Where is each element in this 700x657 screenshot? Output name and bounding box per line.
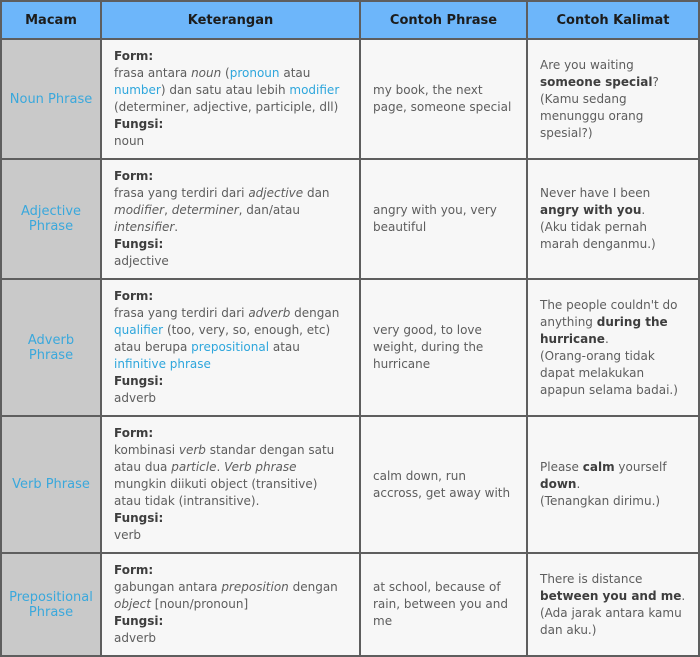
text-segment: Fungsi: [114, 117, 164, 131]
text-segment: frasa yang terdiri dari [114, 186, 249, 200]
text-segment: gabungan antara [114, 580, 222, 594]
text-segment: ? [652, 74, 659, 89]
text-segment: . [641, 203, 646, 217]
text-segment: , [164, 203, 172, 217]
column-header-keterangan: Keterangan [101, 1, 360, 39]
text-segment: , dan/atau [238, 203, 300, 217]
text-segment: Form: [114, 426, 154, 440]
text-segment: (Orang-orang tidak dapat melakukan apapun selama badai.) [540, 348, 678, 397]
text-segment: (Kamu sedang menunggu orang spesial?) [540, 91, 644, 140]
cell-example-sentence [527, 279, 699, 416]
phrase-type-link[interactable]: Prepositional Phrase [9, 589, 93, 620]
cell-example-sentence [527, 39, 699, 159]
cell-phrase-type [1, 279, 101, 416]
text-segment: . [174, 220, 179, 234]
text-segment: noun [191, 66, 222, 80]
text-segment: Fungsi: [114, 511, 164, 525]
inline-link[interactable]: pronoun [229, 66, 280, 80]
phrase-type-link[interactable]: Adverb Phrase [27, 332, 75, 363]
text-segment: ( [221, 66, 230, 80]
text-segment: adjective [114, 254, 169, 268]
column-header-contoh-phrase: Contoh Phrase [360, 1, 527, 39]
cell-phrase-type [1, 553, 101, 656]
text-segment: (determiner, adjective, participle, dll) [114, 100, 339, 114]
phrase-type-link[interactable]: Noun Phrase [9, 91, 93, 107]
table-row [1, 39, 699, 159]
text-segment: standar dengan satu atau dua [114, 443, 335, 474]
text-segment: There is distance [540, 571, 643, 586]
cell-description [101, 553, 360, 656]
table-row [1, 553, 699, 656]
text-segment: . [604, 331, 609, 346]
text-segment: Form: [114, 289, 154, 303]
cell-example-sentence [527, 416, 699, 553]
text-segment: adjective [248, 186, 304, 200]
text-segment: verb [114, 528, 142, 542]
phrase-type-link[interactable]: Verb Phrase [12, 477, 90, 492]
inline-link[interactable]: qualifier [114, 323, 164, 337]
inline-link[interactable]: modifier [289, 83, 340, 97]
text-segment: during the hurricane [540, 314, 668, 346]
text-segment: atau [279, 66, 311, 80]
header-row [1, 1, 699, 39]
text-segment: ) dan satu atau lebih [160, 83, 290, 97]
text-segment: intensifier [114, 220, 175, 234]
text-segment: object [114, 597, 151, 611]
text-segment: adverb [114, 631, 157, 645]
cell-description [101, 39, 360, 159]
text-segment: particle [171, 460, 217, 474]
text-segment: yourself [614, 460, 667, 474]
text-segment: down [540, 477, 577, 491]
text-segment: determiner [171, 203, 239, 217]
text-segment: . [216, 460, 225, 474]
text-segment: angry with you [540, 203, 642, 217]
table-row [1, 416, 699, 553]
cell-example-phrase: angry with you, very beautiful [360, 159, 527, 279]
text-segment: kombinasi [114, 443, 179, 457]
text-segment: adverb [114, 391, 157, 405]
text-segment: adverb [248, 306, 291, 320]
text-segment: dan [303, 186, 330, 200]
inline-link[interactable]: prepositional [191, 340, 270, 354]
text-segment: . [681, 588, 686, 603]
text-segment: someone special [540, 74, 653, 89]
text-segment: Are you waiting [540, 57, 634, 72]
text-segment: (Tenangkan dirimu.) [540, 494, 661, 508]
text-segment: . [576, 477, 581, 491]
cell-description [101, 279, 360, 416]
cell-phrase-type [1, 39, 101, 159]
text-segment: atau [269, 340, 300, 354]
text-segment: Form: [114, 169, 154, 183]
text-segment: dengan [288, 580, 338, 594]
text-segment: Fungsi: [114, 374, 164, 388]
text-segment: (Ada jarak antara kamu dan aku.) [540, 605, 682, 637]
cell-example-phrase: calm down, run accross, get away with [360, 416, 527, 553]
text-segment: frasa antara [114, 66, 192, 80]
text-segment: mungkin diikuti object (transitive) atau tidak (intransitive). [114, 477, 318, 508]
text-segment: Please [540, 460, 583, 474]
text-segment: (too, very, so, enough, etc) atau berupa [114, 323, 331, 354]
inline-link[interactable]: number [114, 83, 161, 97]
cell-example-sentence [527, 159, 699, 279]
cell-example-phrase: very good, to love weight, during the hurricane [360, 279, 527, 416]
text-segment: verb [178, 443, 206, 457]
table-row [1, 279, 699, 416]
column-header-macam: Macam [1, 1, 101, 39]
text-segment: dengan [290, 306, 340, 320]
cell-description [101, 416, 360, 553]
text-segment: calm [582, 460, 615, 474]
text-segment: The people couldn't do anything [540, 297, 678, 329]
cell-phrase-type [1, 416, 101, 553]
column-header-contoh-kalimat: Contoh Kalimat [527, 1, 699, 39]
table-row [1, 159, 699, 279]
cell-example-phrase: my book, the next page, someone special [360, 39, 527, 159]
text-segment: Fungsi: [114, 614, 164, 628]
cell-description [101, 159, 360, 279]
text-segment: Form: [114, 49, 154, 63]
text-segment: preposition [221, 580, 289, 594]
text-segment: between you and me [540, 588, 682, 603]
cell-phrase-type [1, 159, 101, 279]
inline-link[interactable]: infinitive phrase [114, 357, 211, 371]
text-segment: (Aku tidak pernah marah denganmu.) [540, 220, 656, 251]
text-segment: modifier [114, 203, 165, 217]
text-segment: Verb phrase [224, 460, 297, 474]
text-segment: frasa yang terdiri dari [114, 306, 249, 320]
text-segment: noun [114, 134, 145, 148]
text-segment: Never have I been [540, 186, 651, 200]
phrase-type-link[interactable]: Adjective Phrase [20, 204, 82, 234]
text-segment: [noun/pronoun] [150, 597, 249, 611]
text-segment: Fungsi: [114, 237, 164, 251]
text-segment: Form: [114, 563, 154, 577]
cell-example-sentence [527, 553, 699, 656]
cell-example-phrase: at school, because of rain, between you and me [360, 553, 527, 656]
